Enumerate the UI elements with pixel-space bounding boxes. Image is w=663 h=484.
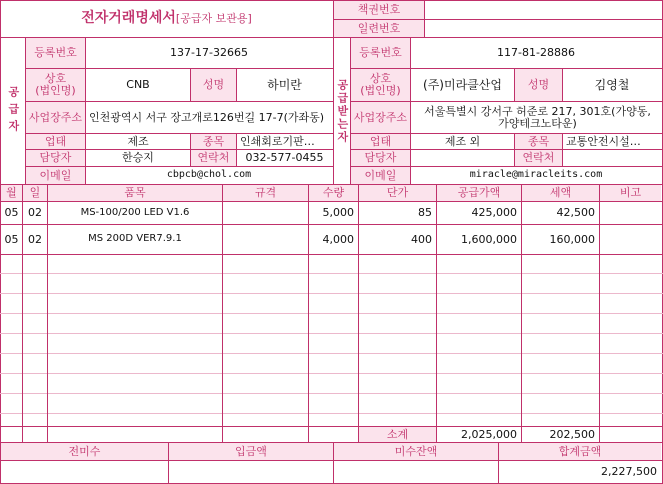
row-day: 02: [28, 206, 42, 220]
previous-balance-label: 전미수: [1, 443, 168, 460]
supplier-name: 하미란: [267, 77, 302, 92]
recipient-name-label: 성명: [515, 69, 562, 101]
recipient-side-label: 공급받는자: [335, 78, 349, 144]
book-no-label: 책권번호: [334, 1, 424, 19]
unpaid-balance: [334, 461, 498, 482]
recipient-manager-label: 담당자: [351, 150, 410, 166]
total-amount-label: 합계금액: [499, 443, 661, 460]
document-title: 전자거래명세서: [81, 10, 176, 27]
supplier-address: 인천광역시 서구 장고개로126번길 17-7(가좌동): [89, 110, 325, 124]
row-month: 05: [4, 232, 19, 246]
supplier-manager: 한승지: [122, 151, 154, 165]
row-remark: [600, 225, 661, 254]
recipient-reg-no-label: 등록번호: [351, 38, 410, 68]
row-supply-amount: 425,000: [471, 206, 517, 220]
recipient-business-item: 교통안전시설…: [566, 134, 641, 148]
recipient-company: (주)미라클산업: [423, 77, 502, 92]
recipient-business-item-label: 종목: [515, 134, 562, 149]
book-no-value: [425, 1, 661, 19]
supplier-business-type: 제조: [127, 134, 149, 148]
col-header-month: 월: [1, 185, 22, 201]
row-tax: 160,000: [549, 232, 595, 246]
previous-balance: [1, 461, 168, 482]
deposit-label: 입금액: [169, 443, 333, 460]
recipient-business-type-label: 업태: [351, 134, 410, 149]
row-tax: 42,500: [556, 206, 595, 220]
recipient-manager: [411, 150, 514, 166]
recipient-name: 김영철: [594, 77, 630, 92]
supplier-name-label: 성명: [191, 69, 236, 101]
supplier-contact-label: 연락처: [191, 150, 236, 166]
col-header-qty: 수량: [309, 185, 358, 201]
supplier-manager-label: 담당자: [26, 150, 85, 166]
supplier-reg-no: 137-17-32665: [170, 46, 248, 60]
supplier-email: cbpcb@chol.com: [166, 169, 252, 181]
total-amount: 2,227,500: [601, 464, 657, 478]
row-unit-price: 400: [411, 232, 432, 246]
col-header-item: 품목: [48, 185, 222, 201]
row-remark: [600, 202, 661, 224]
recipient-reg-no: 117-81-28886: [497, 46, 575, 60]
row-day: 02: [28, 232, 42, 246]
row-qty: 4,000: [322, 232, 354, 246]
document-title-area: [0, 0, 333, 37]
col-header-tax: 세액: [522, 185, 599, 201]
row-item: MS 200D VER7.9.1: [88, 233, 182, 245]
subtotal-label: 소계: [359, 427, 436, 442]
col-header-day: 일: [23, 185, 47, 201]
row-unit-price: 85: [418, 206, 432, 220]
row-month: 05: [4, 206, 19, 220]
col-header-spec: 규격: [223, 185, 308, 201]
supplier-company-label: 상호(법인명): [26, 69, 85, 101]
supplier-contact: 032-577-0455: [245, 151, 324, 165]
subtotal-tax: 202,500: [549, 427, 595, 441]
supplier-business-type-label: 업태: [26, 134, 85, 149]
supplier-company: CNB: [126, 78, 150, 92]
supplier-address-label: 사업장주소: [26, 102, 85, 133]
document-subtitle: [공급자 보관용]: [175, 11, 252, 25]
row-qty: 5,000: [322, 206, 354, 220]
supplier-business-item-label: 종목: [191, 134, 236, 149]
col-header-unit-price: 단가: [359, 185, 436, 201]
deposit: [169, 461, 333, 482]
serial-no-label: 일련번호: [334, 20, 424, 37]
supplier-email-label: 이메일: [26, 167, 85, 184]
supplier-side-label: 공급자: [6, 85, 20, 137]
subtotal-supply-amount: 2,025,000: [461, 427, 517, 441]
recipient-contact: [563, 150, 661, 166]
col-header-remark: 비고: [600, 185, 661, 201]
unpaid-balance-label: 미수잔액: [334, 443, 498, 460]
supplier-reg-no-label: 등록번호: [26, 38, 85, 68]
recipient-address: 서울특별시 강서구 허준로 217, 301호(가양동, 가양테크노타운): [424, 104, 651, 130]
recipient-email-label: 이메일: [351, 167, 410, 184]
row-spec: [223, 202, 308, 224]
row-supply-amount: 1,600,000: [461, 232, 517, 246]
col-header-supply-amount: 공급가액: [437, 185, 521, 201]
recipient-contact-label: 연락처: [515, 150, 562, 166]
recipient-email: miracle@miracleits.com: [469, 169, 603, 181]
recipient-company-label: 상호(법인명): [351, 69, 410, 101]
supplier-business-item: 인쇄회로기판…: [240, 134, 315, 148]
row-item: MS-100/200 LED V1.6: [80, 206, 190, 218]
row-spec: [223, 225, 308, 254]
recipient-address-label: 사업장주소: [351, 102, 410, 133]
recipient-business-type: 제조 외: [444, 134, 481, 148]
serial-no-value: [425, 20, 661, 37]
